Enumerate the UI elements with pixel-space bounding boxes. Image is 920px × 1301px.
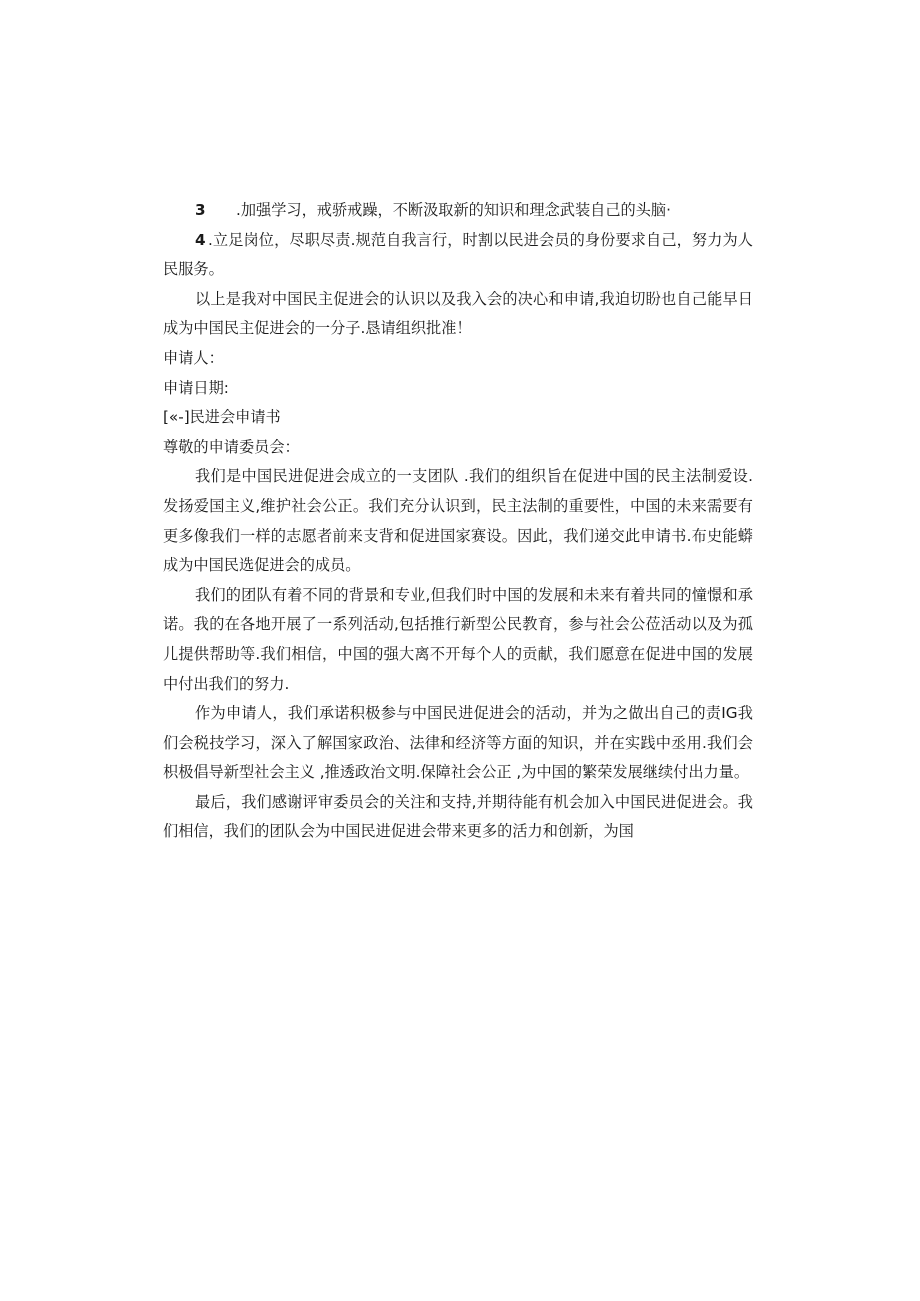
salutation: 尊敬的申请委员会： [163,437,300,456]
body-paragraph: 最后，我们感谢评审委员会的关注和支持,并期待能有机会加入中国民进促进会。我们相信，我们的团队会为中国民进促进会带来更多的活力和创新，为国 [163,792,753,841]
list-item-3 [163,196,753,226]
list-number: 3 [195,201,206,219]
document-body [163,196,753,847]
list-item-text: .加强学习，戒骄戒躁，不断汲取新的知识和理念武装自己的头脑· [236,201,671,219]
list-item-text: .立足岗位，尽职尽责.规范自我言行，时割以民进会员的身份要求自己，努力为人民服务。 [163,230,753,279]
closing-paragraph: 以上是我对中国民主促进会的认识以及我入会的决心和申请,我迫切盼也自己能早日成为中国民主促进会的一分子.恳请组织批准！ [163,289,753,338]
list-number: 4 [195,230,206,249]
body-paragraph: 我们的团队有着不同的背景和专业,但我们时中国的发展和未来有着共同的憧憬和承诺。我的在各地开展了一系列活动,包括推行新型公民教育，参与社会公莅活动以及为孤儿提供帮助等.我们相信，中国的强大离不开每个人的贡献，我们愿意在促进中国的发展中付出我们的努力. [163,585,753,693]
date-label: 申请日期: [163,378,229,397]
body-paragraph: 我们是中国民进促进会成立的一支团队 .我们的组织旨在促进中国的民主法制爱设.发扬爱国主义,维护社会公正。我们充分认识到，民主法制的重要性，中国的未来需要有更多像我们一样的志愿者前来支背和促进国家赛设。因此，我们递交此申请书.布史能蟒成为中国民选促进会的成员。 [163,467,753,575]
applicant-label: 申请人： [163,348,224,367]
body-paragraph: 作为申请人，我们承诺积极参与中国民进促进会的活动，并为之做出自己的责IG我们会税技学习，深入了解国家政治、法律和经济等方面的知识，并在实践中丞用.我们会枳极倡导新型社会主义 ,推透政治文明.保障社会公正 ,为中国的繁荣发展继续付出力量。 [163,704,753,782]
section-heading: [«-]民进会申请书 [163,408,281,427]
list-item-4 [163,226,753,285]
